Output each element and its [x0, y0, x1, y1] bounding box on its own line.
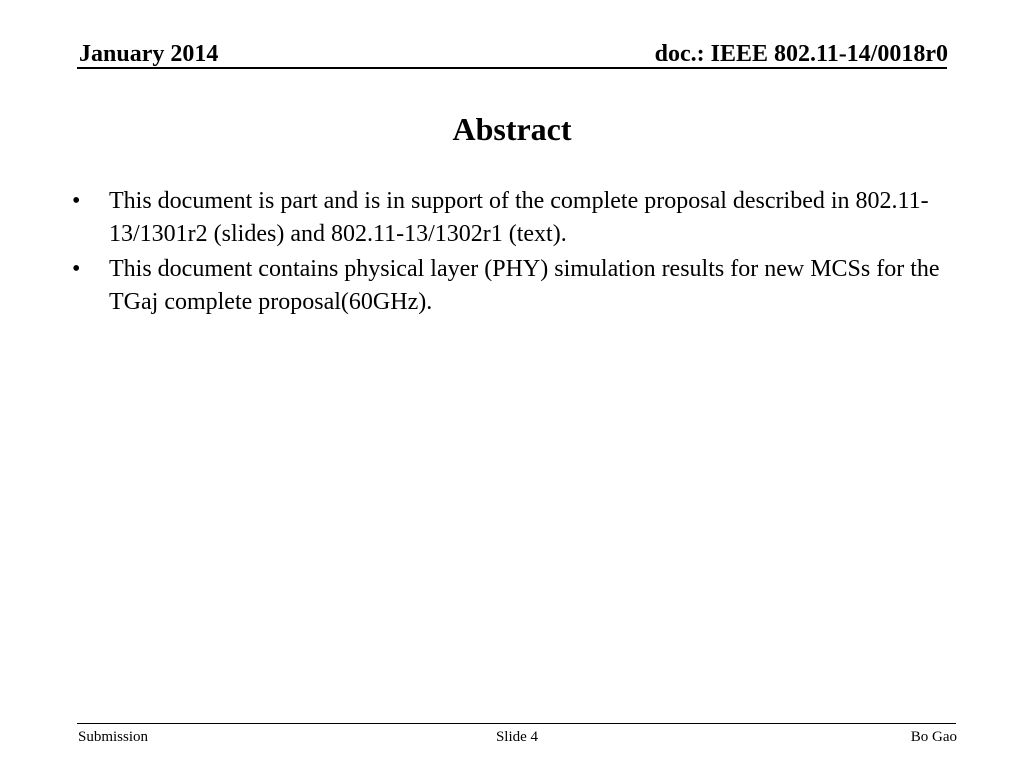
- header-document-id: doc.: IEEE 802.11-14/0018r0: [654, 41, 948, 67]
- bullet-marker: •: [72, 188, 81, 214]
- slide-title: Abstract: [452, 111, 572, 147]
- header-date: January 2014: [79, 41, 219, 67]
- footer-slide-number: Slide 4: [495, 729, 539, 745]
- bullet-marker: •: [72, 256, 81, 282]
- bullet-text: This document contains physical layer (PHY) simulation results for new MCSs for the TGaj complete proposal(60GHz).: [109, 256, 940, 315]
- bullet-item: [72, 253, 972, 318]
- bullet-text: This document is part and is in support of the complete proposal described in 802.11-13/1301r2 (slides) and 802.11-13/1302r1 (text).: [109, 188, 929, 247]
- footer-divider: [77, 723, 956, 724]
- bullet-list: [72, 185, 972, 321]
- footer-submission: Submission: [78, 729, 149, 745]
- footer-author: Bo Gao: [910, 729, 957, 745]
- bullet-item: [72, 185, 972, 250]
- header-divider: [77, 67, 947, 69]
